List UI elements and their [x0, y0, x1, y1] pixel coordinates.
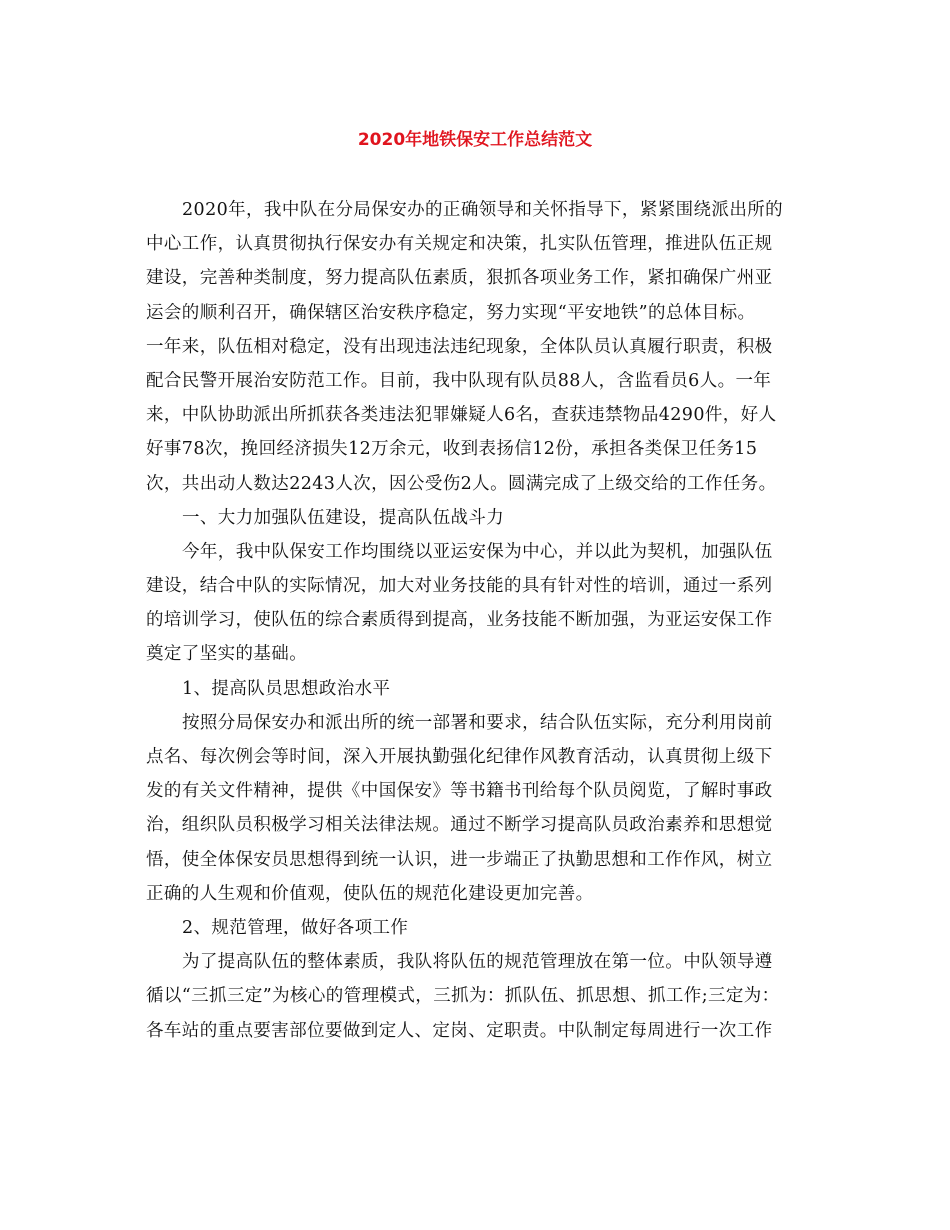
paragraph-line: 正确的人生观和价值观，使队伍的规范化建设更加完善。: [146, 883, 594, 904]
paragraph-line: 按照分局保安办和派出所的统一部署和要求，结合队伍实际，充分利用岗前: [182, 712, 773, 733]
paragraph-line: 奠定了坚实的基础。: [146, 644, 308, 665]
section-heading: 一、大力加强队伍建设，提高队伍战斗力: [182, 507, 505, 528]
paragraph-line: 循以“三抓三定”为核心的管理模式，三抓为：抓队伍、抓思想、抓工作;三定为：: [146, 986, 780, 1007]
paragraph-line: 2020年，我中队在分局保安办的正确领导和关怀指导下，紧紧围绕派出所的: [182, 200, 784, 220]
paragraph-line: 各车站的重点要害部位要做到定人、定岗、定职责。中队制定每周进行一次工作: [146, 1020, 773, 1041]
paragraph-line: 一年来，队伍相对稳定，没有出现违法违纪现象，全体队员认真履行职责，积极: [146, 336, 773, 357]
paragraph-line: 今年，我中队保安工作均围绕以亚运安保为中心，并以此为契机，加强队伍: [182, 541, 773, 562]
paragraph-line: 好事78次，挽回经济损失12万余元，收到表扬信12份，承担各类保卫任务15: [146, 439, 758, 460]
paragraph-line: 来，中队协助派出所抓获各类违法犯罪嫌疑人6名，查获违禁物品4290件，好人: [146, 405, 777, 426]
paragraph-line: 为了提高队伍的整体素质，我队将队伍的规范管理放在第一位。中队领导遵: [182, 952, 773, 973]
paragraph-line: 次，共出动人数达2243人次，因公受伤2人。圆满完成了上级交给的工作任务。: [146, 473, 777, 494]
subsection-heading: 1、提高队员思想政治水平: [182, 678, 391, 699]
paragraph-line: 配合民警开展治安防范工作。目前，我中队现有队员88人，含监看员6人。一年: [146, 370, 772, 391]
subsection-heading: 2、规范管理，做好各项工作: [182, 917, 409, 938]
paragraph-line: 发的有关文件精神，提供《中国保安》等书籍书刊给每个队员阅览，了解时事政: [146, 781, 773, 802]
paragraph-line: 的培训学习，使队伍的综合素质得到提高，业务技能不断加强，为亚运安保工作: [146, 610, 773, 631]
paragraph-line: 建设，完善种类制度，努力提高队伍素质，狠抓各项业务工作，紧扣确保广州亚: [146, 268, 773, 289]
paragraph-line: 治，组织队员积极学习相关法律法规。通过不断学习提高队员政治素养和思想觉: [146, 815, 773, 836]
paragraph-line: 建设，结合中队的实际情况，加大对业务技能的具有针对性的培训，通过一系列: [146, 576, 773, 597]
paragraph-line: 运会的顺利召开，确保辖区治安秩序稳定，努力实现“平安地铁”的总体目标。: [146, 302, 756, 323]
paragraph-line: 中心工作，认真贯彻执行保安办有关规定和决策，扎实队伍管理，推进队伍正规: [146, 234, 773, 255]
document-body: [146, 193, 806, 1048]
paragraph-line: 点名、每次例会等时间，深入开展执勤强化纪律作风教育活动，认真贯彻上级下: [146, 747, 773, 767]
document-title: 2020年地铁保安工作总结范文: [357, 130, 593, 150]
paragraph-line: 悟，使全体保安员思想得到统一认识，进一步端正了执勤思想和工作作风，树立: [146, 849, 773, 870]
